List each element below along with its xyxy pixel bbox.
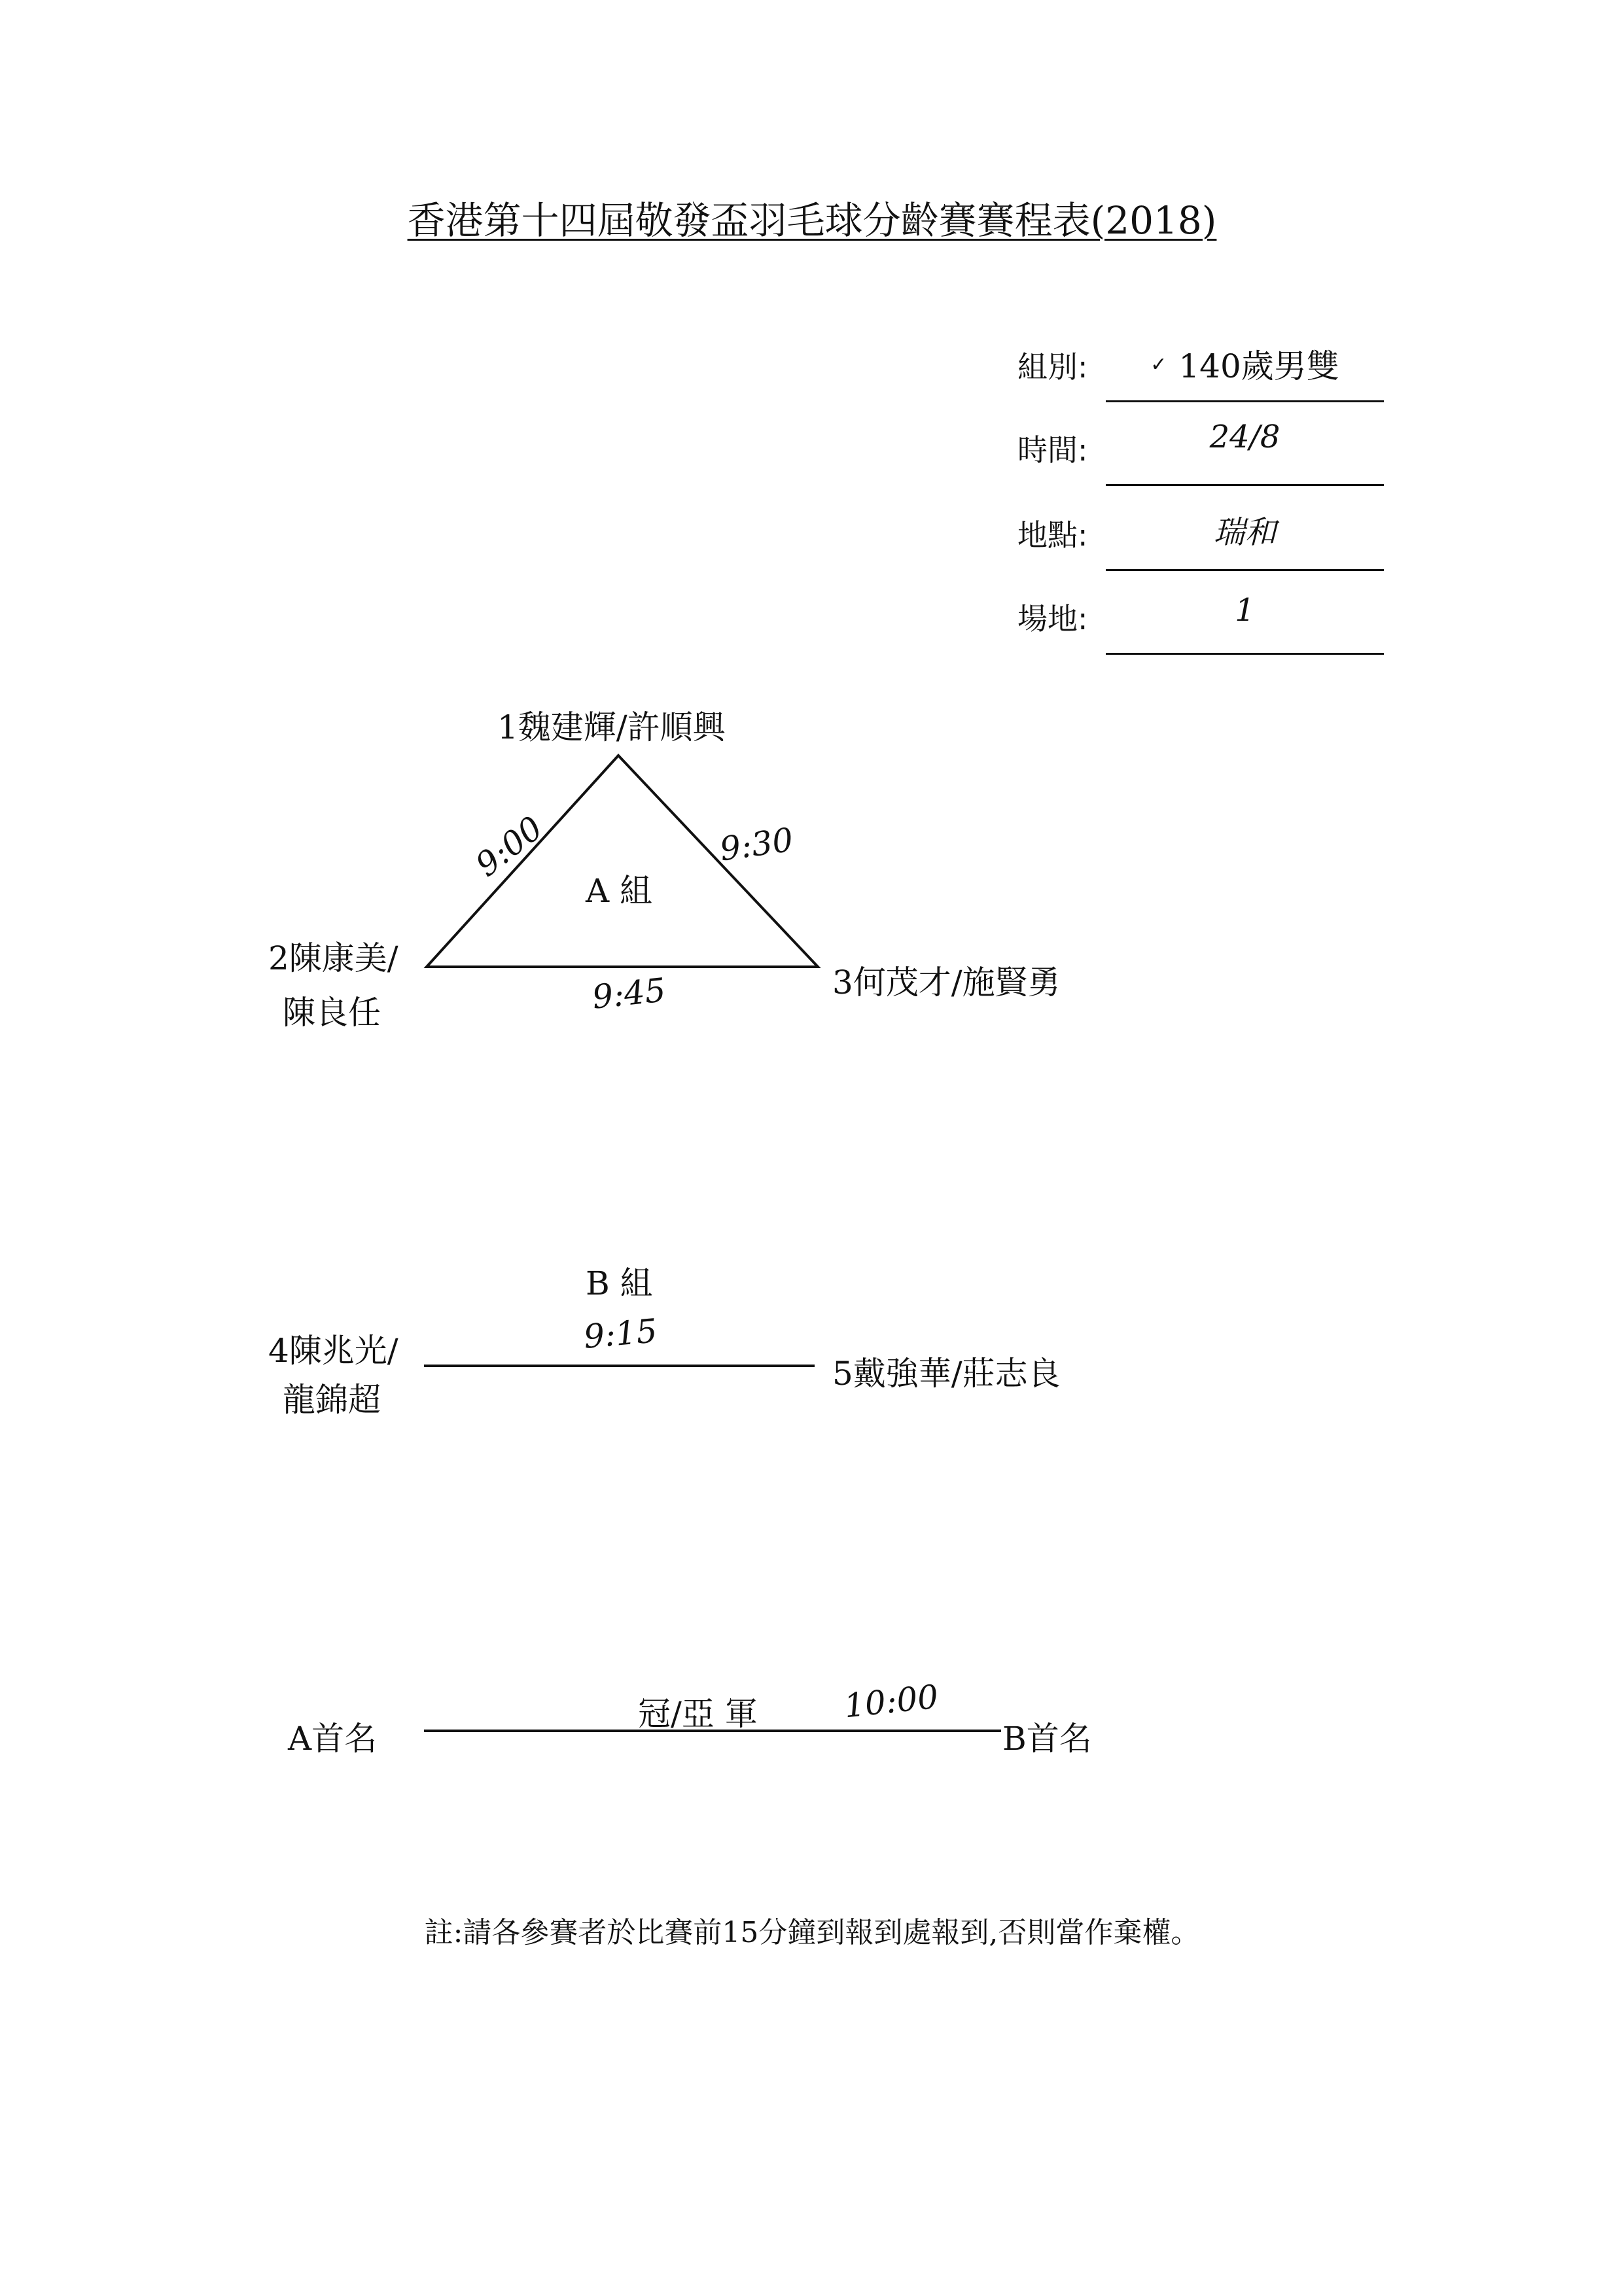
- match-time-4-5: 9:15: [582, 1312, 659, 1356]
- group-label: 組別:: [1017, 349, 1088, 385]
- group-value-text: 140歲男雙: [1178, 347, 1339, 385]
- footer-note: 註:請各參賽者於比賽前15分鐘到報到處報到,否則當作棄權。: [424, 1916, 1200, 1949]
- match-time-1-3: 9:30: [717, 820, 796, 869]
- time-label: 時間:: [1017, 432, 1088, 468]
- court-label: 場地:: [1017, 601, 1088, 636]
- final-left-label: A首名: [288, 1720, 378, 1758]
- group-a-name: A 組: [586, 872, 653, 910]
- check-mark-icon: ✓: [1150, 353, 1167, 376]
- team-2-line-1: 2陳康美/: [268, 939, 398, 977]
- court-value: 1: [1235, 592, 1255, 629]
- team-3: 3何茂才/施賢勇: [832, 964, 1061, 1001]
- time-value: 24/8: [1209, 419, 1280, 455]
- group-b-name: B 組: [586, 1264, 653, 1302]
- final-label: 冠/亞 軍: [638, 1695, 758, 1733]
- team-1: 1魏建輝/許順興: [497, 708, 726, 746]
- match-time-2-3: 9:45: [590, 971, 668, 1017]
- match-time-1-2: 9:00: [468, 809, 550, 884]
- venue-label: 地點:: [1017, 517, 1088, 553]
- venue-value: 瑞和: [1213, 514, 1277, 551]
- team-4-line-1: 4陳兆光/: [268, 1332, 398, 1370]
- page-title: 香港第十四屆敬發盃羽毛球分齡賽賽程表(2018): [407, 198, 1217, 243]
- final-time: 10:00: [842, 1677, 940, 1726]
- team-2-line-2: 陳良任: [283, 994, 381, 1032]
- final-right-label: B首名: [1002, 1720, 1092, 1758]
- team-4-line-2: 龍錦超: [283, 1381, 381, 1419]
- team-5: 5戴強華/莊志良: [832, 1355, 1061, 1393]
